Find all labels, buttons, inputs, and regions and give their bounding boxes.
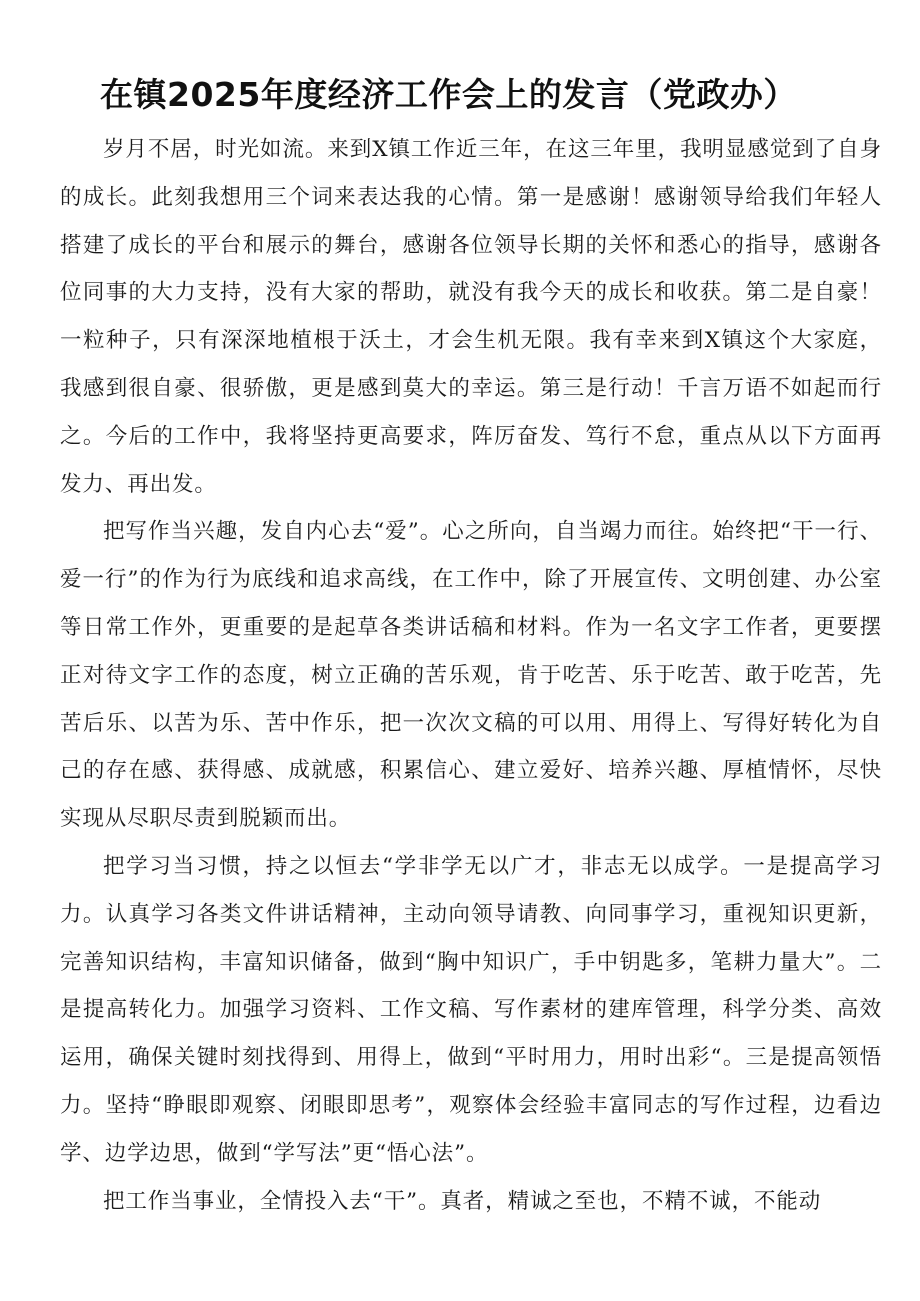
document-title: 在镇2025年度经济工作会上的发言（党政办） (100, 75, 797, 114)
paragraph-work: 把工作当事业，全情投入去“干”。真者，精诚之至也，不精不诚，不能动 (103, 1188, 822, 1214)
paragraph-intro: 岁月不居，时光如流。来到X镇工作近三年，在这三年里，我明显感觉到了自身的成长。此刻我想用三个词来表达我的心情。第一是感谢！感谢领导给我们年轻人搭建了成长的平台和展示的舞台，感谢各位领导长期的关怀和悉心的指导，感谢各位同事的大力支持，没有大家的帮助，就没有我今天的成长和收获。第二是自豪！一粒种子，只有深深地植根于沃土，才会生机无限。我有幸来到X镇这个大家庭，我感到很自豪、很骄傲，更是感到莫大的幸运。第三是行动！千言万语不如起而行之。今后的工作中，我将坚持更高要求，阵厉奋发、笃行不怠，重点从以下方面再发力、再出发。 (60, 137, 882, 497)
paragraph-learning: 把学习当习惯，持之以恒去“学非学无以广才，非志无以成学。一是提高学习力。认真学习各类文件讲话精神，主动向领导请教、向同事学习，重视知识更新，完善知识结构，丰富知识储备，做到“胸中知识广，手中钥匙多，笔耕力量大”。二是提高转化力。加强学习资料、工作文稿、写作素材的建库管理，科学分类、高效运用，确保关键时刻找得到、用得上，做到“平时用力，用时出彩“。三是提高领悟力。坚持“睁眼即观察、闭眼即思考”，观察体会经验丰富同志的写作过程，边看边学、边学边思，做到“学写法”更“悟心法”。 (60, 853, 882, 1166)
document-body (60, 126, 882, 1225)
paragraph-writing: 把写作当兴趣，发自内心去“爱”。心之所向，自当竭力而往。始终把“干一行、爱一行”的作为行为底线和追求高线，在工作中，除了开展宣传、文明创建、办公室等日常工作外，更重要的是起草各类讲话稿和材料。作为一名文字工作者，更要摆正对待文字工作的态度，树立正确的苦乐观，肯于吃苦、乐于吃苦、敢于吃苦，先苦后乐、以苦为乐、苦中作乐，把一次次文稿的可以用、用得上、写得好转化为自己的存在感、获得感、成就感，积累信心、建立爱好、培养兴趣、厚植情怀，尽快实现从尽职尽责到脱颖而出。 (60, 519, 882, 832)
